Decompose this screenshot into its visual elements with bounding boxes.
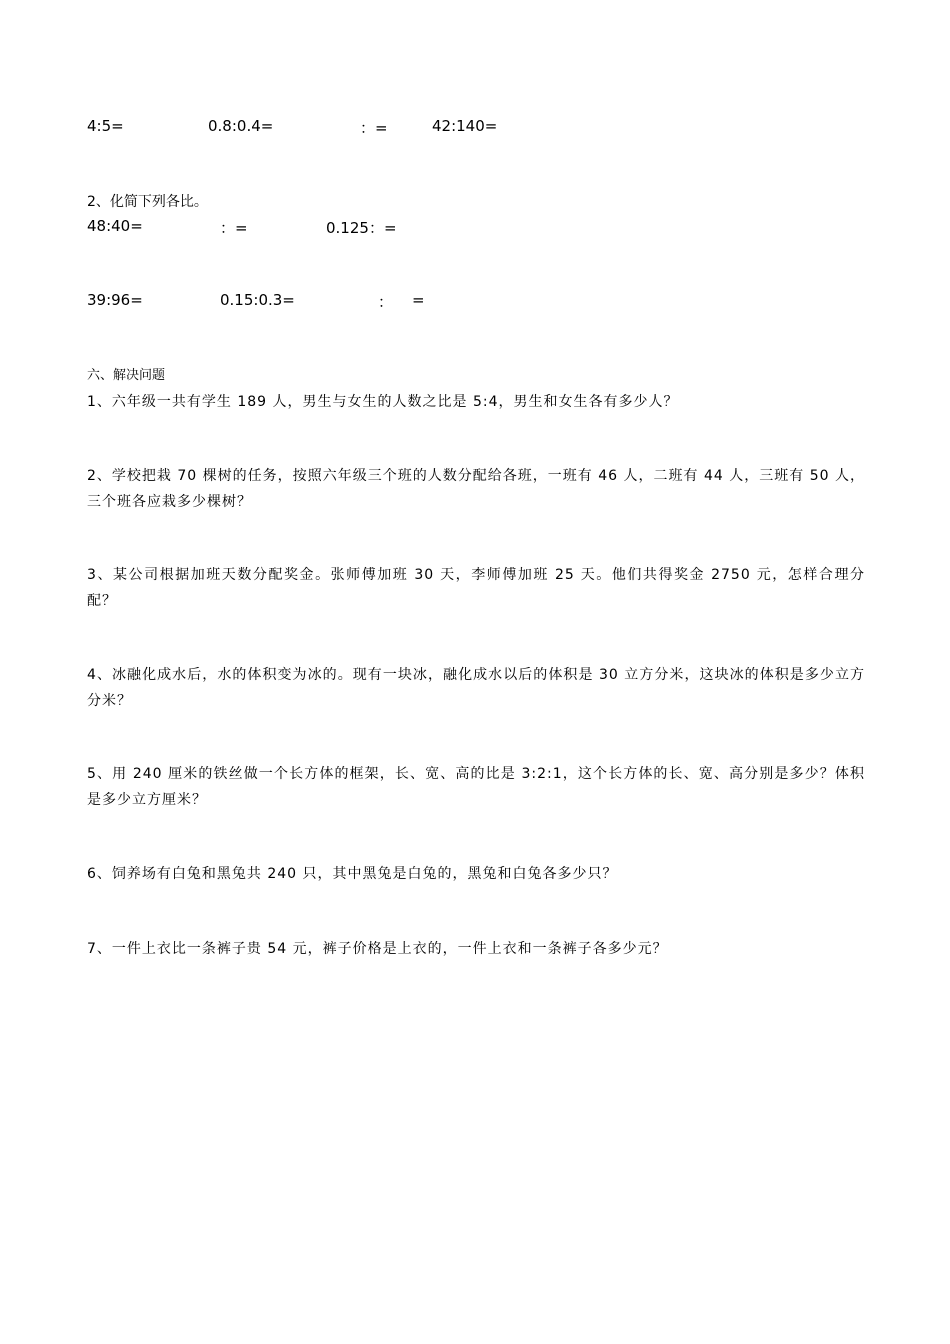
question-4: 4、冰融化成水后，水的体积变为冰的。现有一块冰，融化成水以后的体积是 30 立方分米，这块冰的体积是多少立方分米？ bbox=[87, 667, 865, 709]
expr-39-96: 39:96= bbox=[87, 291, 143, 309]
section-6-heading: 六、解决问题 bbox=[87, 368, 166, 383]
question-7: 7、一件上衣比一条裤子贵 54 元，裤子价格是上衣的，一件上衣和一条裤子各多少元？ bbox=[87, 941, 668, 957]
expr-0-125: 0.125：= bbox=[326, 219, 397, 237]
expr-blank-3: ： bbox=[378, 293, 394, 311]
expr-48-40: 48:40= bbox=[87, 217, 143, 235]
question-1: 1、六年级一共有学生 189 人，男生与女生的人数之比是 5:4，男生和女生各有多少人？ bbox=[87, 394, 679, 410]
expr-0-15-0-3: 0.15:0.3= bbox=[220, 291, 295, 309]
expr-blank-2: ：= bbox=[220, 219, 248, 237]
question-2: 2、学校把栽 70 棵树的任务，按照六年级三个班的人数分配给各班，一班有 46 人，二班有 44 人，三班有 50 人，三个班各应栽多少棵树？ bbox=[87, 468, 865, 510]
expr-equals: = bbox=[412, 291, 425, 309]
expr-blank-1: ：= bbox=[360, 119, 388, 137]
section-2-heading: 2、化简下列各比。 bbox=[87, 194, 208, 210]
question-6: 6、饲养场有白兔和黑兔共 240 只，其中黑兔是白兔的，黑兔和白兔各多少只？ bbox=[87, 866, 618, 882]
question-3: 3、某公司根据加班天数分配奖金。张师傅加班 30 天，李师傅加班 25 天。他们共得奖金 2750 元，怎样合理分配？ bbox=[87, 567, 865, 609]
expr-4-5: 4:5= bbox=[87, 117, 124, 135]
expr-42-140: 42:140= bbox=[432, 117, 498, 135]
question-5: 5、用 240 厘米的铁丝做一个长方体的框架，长、宽、高的比是 3:2:1，这个长方体的长、宽、高分别是多少？体积是多少立方厘米？ bbox=[87, 766, 865, 808]
expr-0-8-0-4: 0.8:0.4= bbox=[208, 117, 274, 135]
